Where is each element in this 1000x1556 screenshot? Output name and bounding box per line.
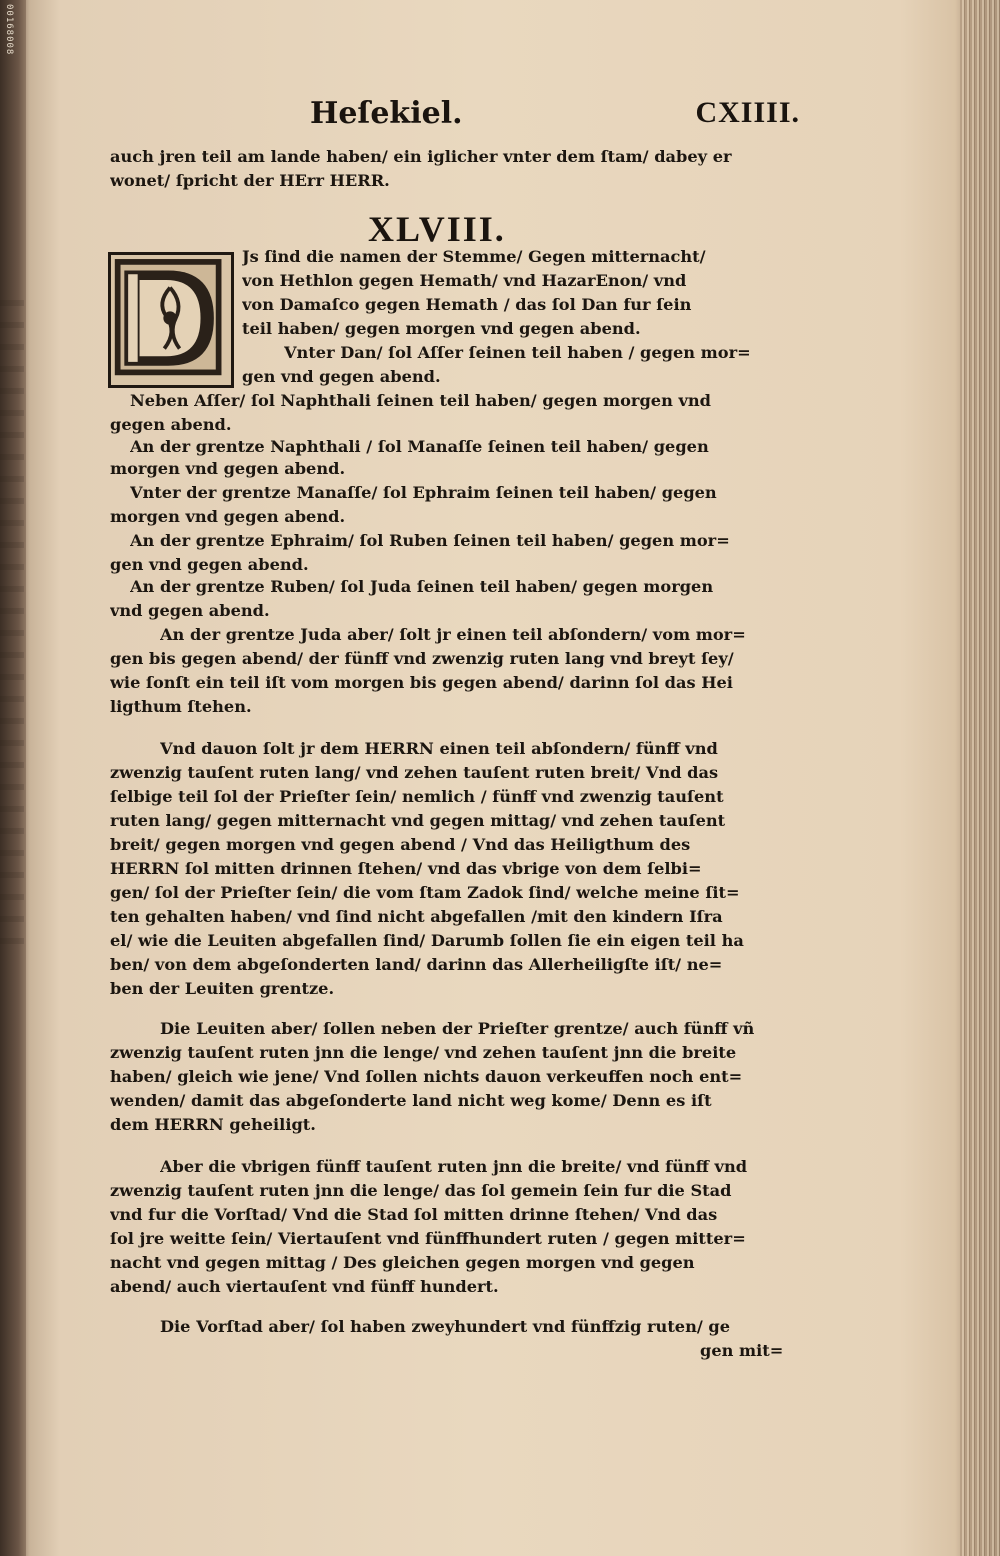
book-title: Heſekiel. [310, 96, 463, 131]
text-line: dem HERRN geheiligt. [110, 1115, 316, 1134]
text-line: ten gehalten haben/ vnd ſind nicht abgefallen /mit den kindern Iſra [110, 907, 723, 926]
text-line: morgen vnd gegen abend. [110, 507, 346, 526]
text-line: teil haben/ gegen morgen vnd gegen abend. [242, 319, 641, 338]
text-line: ligthum ſtehen. [110, 697, 252, 716]
text-line: wonet/ ſpricht der HErr HERR. [110, 171, 390, 190]
text-line: von Damaſco gegen Hemath / das ſol Dan fur ſein [242, 295, 692, 314]
text-line: Js ſind die namen der Stemme/ Gegen mitternacht/ [242, 247, 706, 266]
text-line: ben/ von dem abgeſonderten land/ darinn das Allerheiligſte iſt/ ne= [110, 955, 723, 974]
left-page-bleed [0, 300, 24, 960]
catchword: gen mit= [700, 1341, 784, 1360]
text-line: Vnd dauon ſolt jr dem HERRN einen teil abſondern/ fünff vnd [160, 739, 718, 758]
text-line: Neben Aſſer/ ſol Naphthali ſeinen teil haben/ gegen morgen vnd [130, 391, 711, 410]
text-line: von Hethlon gegen Hemath/ vnd HazarEnon/ vnd [242, 271, 687, 290]
right-page-edges [960, 0, 1000, 1556]
text-line: el/ wie die Leuiten abgefallen ſind/ Darumb ſollen ſie ein eigen teil ha [110, 931, 744, 950]
text-line: Vnter Dan/ ſol Aſſer ſeinen teil haben / gegen mor= [284, 343, 751, 362]
text-line: An der grentze Juda aber/ ſolt jr einen teil abſondern/ vom mor= [160, 625, 746, 644]
text-line: gen vnd gegen abend. [110, 555, 309, 574]
text-line: morgen vnd gegen abend. [110, 459, 346, 478]
text-line: Vnter der grentze Manaſſe/ ſol Ephraim ſeinen teil haben/ gegen [130, 483, 717, 502]
text-line: wie ſonſt ein teil iſt vom morgen bis gegen abend/ darinn ſol das Hei [110, 673, 733, 692]
folio-number: CXIIII. [695, 96, 800, 129]
archive-number: 00168008 [4, 4, 14, 56]
text-line: auch jren teil am lande haben/ ein iglicher vnter dem ſtam/ dabey er [110, 147, 732, 166]
text-line: An der grentze Naphthali / ſol Manaſſe ſeinen teil haben/ gegen [130, 437, 709, 456]
text-line: An der grentze Ephraim/ ſol Ruben ſeinen teil haben/ gegen mor= [130, 531, 730, 550]
text-line: vnd fur die Vorſtad/ Vnd die Stad ſol mitten drinne ſtehen/ Vnd das [110, 1205, 718, 1224]
text-line: Die Vorſtad aber/ ſol haben zweyhundert vnd fünffzig ruten/ ge [160, 1317, 731, 1336]
text-line: ſelbige teil ſol der Prieſter ſein/ nemlich / fünff vnd zwenzig tauſent [110, 787, 724, 806]
initial-ornament-icon [111, 255, 231, 385]
text-line: gen bis gegen abend/ der fünff vnd zwenzig ruten lang vnd breyt ſey/ [110, 649, 734, 668]
running-header [110, 96, 800, 140]
text-line: HERRN ſol mitten drinnen ſtehen/ vnd das vbrige von dem ſelbi= [110, 859, 702, 878]
text-line: Aber die vbrigen fünff tauſent ruten jnn die breite/ vnd fünff vnd [160, 1157, 748, 1176]
text-line: abend/ auch viertauſent vnd fünff hundert. [110, 1277, 499, 1296]
text-line: vnd gegen abend. [110, 601, 270, 620]
text-line: wenden/ damit das abgeſonderte land nicht weg kome/ Denn es iſt [110, 1091, 712, 1110]
text-line: nacht vnd gegen mittag / Des gleichen gegen morgen vnd gegen [110, 1253, 695, 1272]
text-line: gen/ ſol der Prieſter ſein/ die vom ſtam Zadok ſind/ welche meine ſit= [110, 883, 740, 902]
text-line: haben/ gleich wie jene/ Vnd ſollen nichts dauon verkeuffen noch ent= [110, 1067, 743, 1086]
text-line: ruten lang/ gegen mitternacht vnd gegen mittag/ vnd zehen tauſent [110, 811, 726, 830]
text-line: An der grentze Ruben/ ſol Juda ſeinen teil haben/ gegen morgen [130, 577, 714, 596]
text-line: gen vnd gegen abend. [242, 367, 441, 386]
text-line: ſol jre weitte ſein/ Viertauſent vnd fünffhundert ruten / gegen mitter= [110, 1229, 746, 1248]
text-line: zwenzig tauſent ruten jnn die lenge/ vnd zehen tauſent jnn die breite [110, 1043, 737, 1062]
chapter-heading: XLVIII. [368, 209, 506, 249]
text-line: zwenzig tauſent ruten lang/ vnd zehen tauſent ruten breit/ Vnd das [110, 763, 719, 782]
decorated-initial [108, 252, 234, 388]
text-line: zwenzig tauſent ruten jnn die lenge/ das ſol gemein ſein fur die Stad [110, 1181, 732, 1200]
text-line: Die Leuiten aber/ ſollen neben der Prieſter grentze/ auch fünff vñ [160, 1019, 755, 1038]
text-line: breit/ gegen morgen vnd gegen abend / Vnd das Heiligthum des [110, 835, 691, 854]
text-line: gegen abend. [110, 415, 232, 434]
text-line: ben der Leuiten grentze. [110, 979, 335, 998]
